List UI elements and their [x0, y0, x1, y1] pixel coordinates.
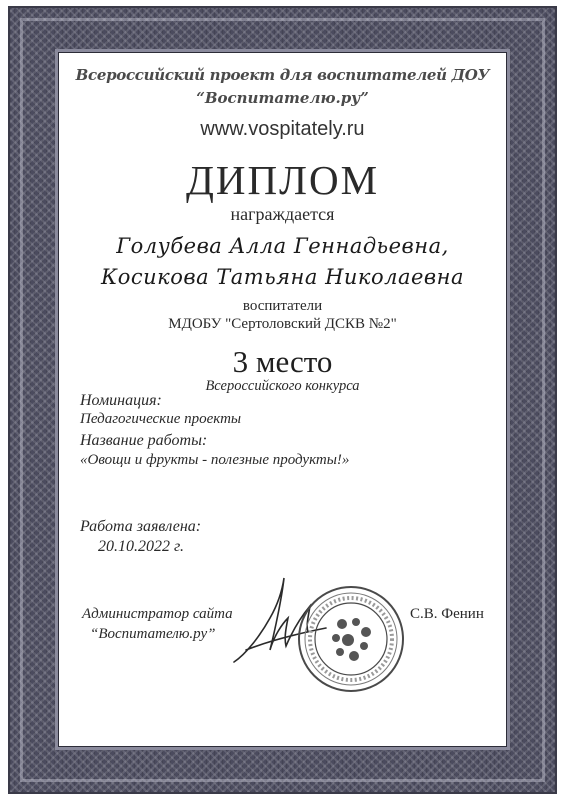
recipient-name-1: Голубева Алла Геннадьевна,	[116, 234, 449, 258]
diploma-title: ДИПЛОМ	[185, 157, 380, 203]
recipient-role: воспитатели	[242, 298, 323, 314]
contest-name: Всероссийского конкурса	[205, 378, 360, 394]
nomination-label: Номинация:	[80, 392, 162, 409]
admin-site: “Воспитателю.ру”	[90, 626, 216, 642]
work-title-label: Название работы:	[80, 432, 208, 449]
work-title-value: «Овощи и фрукты - полезные продукты!»	[80, 452, 350, 468]
project-title: Всероссийский проект для воспитателей ДОУ	[75, 66, 490, 84]
award-place: 3 место	[232, 344, 333, 379]
admin-name: С.В. Фенин	[410, 606, 484, 622]
organization: МДОБУ "Сертоловский ДСКВ №2"	[168, 316, 397, 332]
nomination-value: Педагогические проекты	[80, 411, 242, 427]
recipient-name-2: Косикова Татьяна Николаевна	[100, 265, 464, 289]
site-url: www.vospitately.ru	[200, 118, 365, 140]
admin-label: Администратор сайта	[82, 606, 233, 622]
awarded-text: награждается	[230, 204, 335, 224]
submitted-label: Работа заявлена:	[80, 518, 202, 535]
submitted-date: 20.10.2022 г.	[98, 538, 185, 555]
organization-seal	[296, 584, 406, 694]
site-name: “Воспитателю.ру”	[196, 89, 369, 107]
